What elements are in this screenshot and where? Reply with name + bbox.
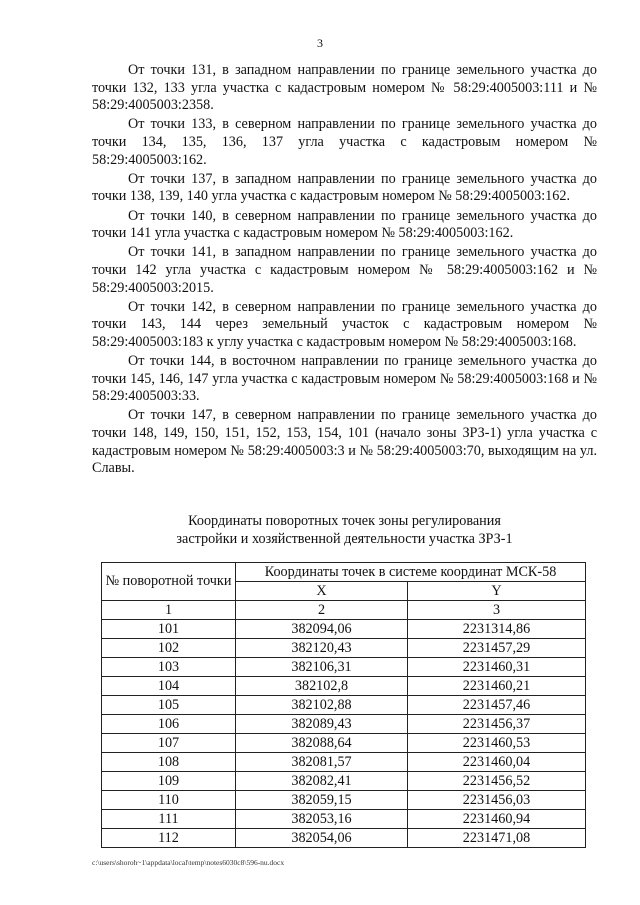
coordinates-table	[101, 562, 586, 848]
page-number: 3	[317, 36, 323, 50]
x-coordinate-cell: 382081,57	[236, 753, 408, 772]
body-text	[92, 62, 597, 479]
x-coordinate-cell: 382053,16	[236, 810, 408, 829]
point-number-cell: 107	[102, 734, 236, 753]
table-row	[102, 791, 586, 810]
header-y: Y	[408, 582, 586, 601]
x-coordinate-cell: 382082,41	[236, 772, 408, 791]
y-coordinate-cell: 2231457,29	[408, 639, 586, 658]
paragraph-1: От точки 131, в западном направлении по границе земельного участка до точки 132, 133 угла участка с кадастровым номером № 58:29:4005003:111 и № 58:29:4005003:2358.	[92, 62, 597, 114]
y-coordinate-cell: 2231456,03	[408, 791, 586, 810]
table-body	[102, 620, 586, 848]
point-number-cell: 112	[102, 829, 236, 848]
paragraph-7: От точки 144, в восточном направлении по границе земельного участка до точки 145, 146, 147 угла участка с кадастровым номером № 58:29:4005003:168 и № 58:29:4005003:33.	[92, 353, 597, 405]
x-coordinate-cell: 382089,43	[236, 715, 408, 734]
x-coordinate-cell: 382088,64	[236, 734, 408, 753]
y-coordinate-cell: 2231460,04	[408, 753, 586, 772]
y-coordinate-cell: 2231314,86	[408, 620, 586, 639]
point-number-cell: 110	[102, 791, 236, 810]
table-row	[102, 639, 586, 658]
point-number-cell: 105	[102, 696, 236, 715]
point-number-cell: 101	[102, 620, 236, 639]
y-coordinate-cell: 2231460,31	[408, 658, 586, 677]
x-coordinate-cell: 382054,06	[236, 829, 408, 848]
table-header	[102, 563, 586, 620]
x-coordinate-cell: 382106,31	[236, 658, 408, 677]
paragraph-3: От точки 137, в западном направлении по границе земельного участка до точки 138, 139, 140 угла участка с кадастровым номером № 58:29:4005003:162.	[92, 170, 597, 205]
paragraph-8: От точки 147, в северном направлении по границе земельного участка до точки 148, 149, 150, 151, 152, 153, 154, 101 (начало зоны ЗРЗ-1) угла участка с кадастровым номером № 58:29:4005003:3 и № 58:29:4005003:70, выходящим на ул. Славы.	[92, 407, 597, 477]
header-x: X	[236, 582, 408, 601]
table-row	[102, 696, 586, 715]
column-number-2: 2	[236, 601, 408, 620]
table-caption-line-2: застройки и хозяйственной деятельности участка ЗРЗ-1	[176, 531, 513, 547]
table-caption	[92, 512, 597, 548]
table-row	[102, 715, 586, 734]
y-coordinate-cell: 2231460,94	[408, 810, 586, 829]
column-number-row	[102, 601, 586, 620]
header-point-number: № поворотной точки	[102, 563, 236, 601]
x-coordinate-cell: 382059,15	[236, 791, 408, 810]
paragraph-4: От точки 140, в северном направлении по границе земельного участка до точки 141 угла участка с кадастровым номером № 58:29:4005003:162.	[92, 207, 597, 242]
point-number-cell: 111	[102, 810, 236, 829]
point-number-cell: 102	[102, 639, 236, 658]
x-coordinate-cell: 382102,88	[236, 696, 408, 715]
point-number-cell: 104	[102, 677, 236, 696]
paragraph-2: От точки 133, в северном направлении по границе земельного участка до точки 134, 135, 136, 137 угла участка с кадастровым номером № 58:29:4005003:162.	[92, 116, 597, 168]
table-row	[102, 810, 586, 829]
table-row	[102, 734, 586, 753]
header-coordinates: Координаты точек в системе координат МСК-58	[236, 563, 586, 582]
point-number-cell: 106	[102, 715, 236, 734]
point-number-cell: 109	[102, 772, 236, 791]
x-coordinate-cell: 382094,06	[236, 620, 408, 639]
table-row	[102, 829, 586, 848]
y-coordinate-cell: 2231460,53	[408, 734, 586, 753]
y-coordinate-cell: 2231460,21	[408, 677, 586, 696]
table-row	[102, 772, 586, 791]
paragraph-5: От точки 141, в западном направлении по границе земельного участка до точки 142 угла участка с кадастровым номером № 58:29:4005003:162 и № 58:29:4005003:2015.	[92, 244, 597, 296]
y-coordinate-cell: 2231457,46	[408, 696, 586, 715]
table-row	[102, 753, 586, 772]
x-coordinate-cell: 382102,8	[236, 677, 408, 696]
y-coordinate-cell: 2231456,52	[408, 772, 586, 791]
footer-file-path: c:\users\shoroh~1\appdata\local\temp\notes6030c8\596-nu.docx	[92, 858, 285, 867]
table-row	[102, 620, 586, 639]
point-number-cell: 103	[102, 658, 236, 677]
column-number-3: 3	[408, 601, 586, 620]
y-coordinate-cell: 2231456,37	[408, 715, 586, 734]
table-row	[102, 658, 586, 677]
column-number-1: 1	[102, 601, 236, 620]
x-coordinate-cell: 382120,43	[236, 639, 408, 658]
table-caption-line-1: Координаты поворотных точек зоны регулирования	[188, 513, 501, 529]
y-coordinate-cell: 2231471,08	[408, 829, 586, 848]
paragraph-6: От точки 142, в северном направлении по границе земельного участка до точки 143, 144 через земельный участок с кадастровым номером № 58:29:4005003:183 к углу участка с кадастровым номером № 58:29:4005003:168.	[92, 298, 597, 350]
table-row	[102, 677, 586, 696]
point-number-cell: 108	[102, 753, 236, 772]
